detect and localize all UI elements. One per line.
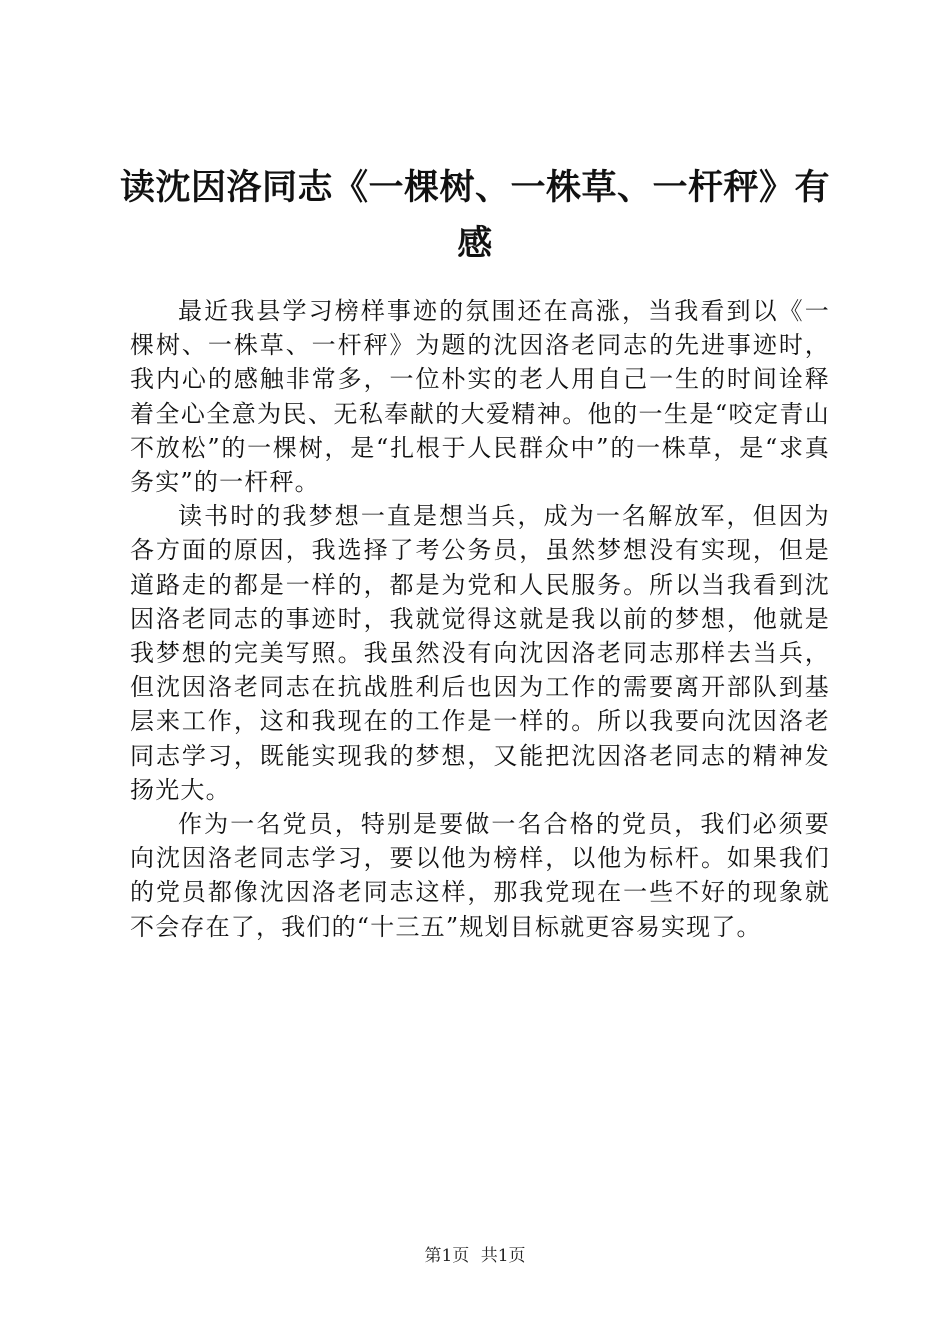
paragraph-3: 作为一名党员，特别是要做一名合格的党员，我们必须要向沈因洛老同志学习，要以他为榜样，以他为标杆。如果我们的党员都像沈因洛老同志这样，那我党现在一些不好的现象就不会存在了，我们的“十三五”规划目标就更容易实现了。 — [130, 810, 830, 941]
document-title — [120, 160, 830, 272]
paragraph-1: 最近我县学习榜样事迹的氛围还在高涨，当我看到以《一棵树、一株草、一杆秤》为题的沈因洛老同志的先进事迹时，我内心的感触非常多，一位朴实的老人用自己一生的时间诠释着全心全意为民、无私奉献的大爱精神。他的一生是“咬定青山不放松”的一棵树，是“扎根于人民群众中”的一株草，是“求真务实”的一杆秤。 — [130, 297, 830, 497]
page-footer — [0, 1244, 950, 1268]
title-line-2: 感 — [457, 223, 493, 264]
page-number-current: 第1页 — [424, 1246, 470, 1266]
page-number-total: 共1页 — [480, 1246, 526, 1266]
paragraph-2: 读书时的我梦想一直是想当兵，成为一名解放军，但因为各方面的原因，我选择了考公务员，虽然梦想没有实现，但是道路走的都是一样的，都是为党和人民服务。所以当我看到沈因洛老同志的事迹时，我就觉得这就是我以前的梦想，他就是我梦想的完美写照。我虽然没有向沈因洛老同志那样去当兵，但沈因洛老同志在抗战胜利后也因为工作的需要离开部队到基层来工作，这和我现在的工作是一样的。所以我要向沈因洛老同志学习，既能实现我的梦想，又能把沈因洛老同志的精神发扬光大。 — [130, 502, 830, 804]
title-line-1: 读沈因洛同志《一棵树、一株草、一杆秤》有 — [120, 167, 831, 208]
document-body — [130, 294, 830, 944]
